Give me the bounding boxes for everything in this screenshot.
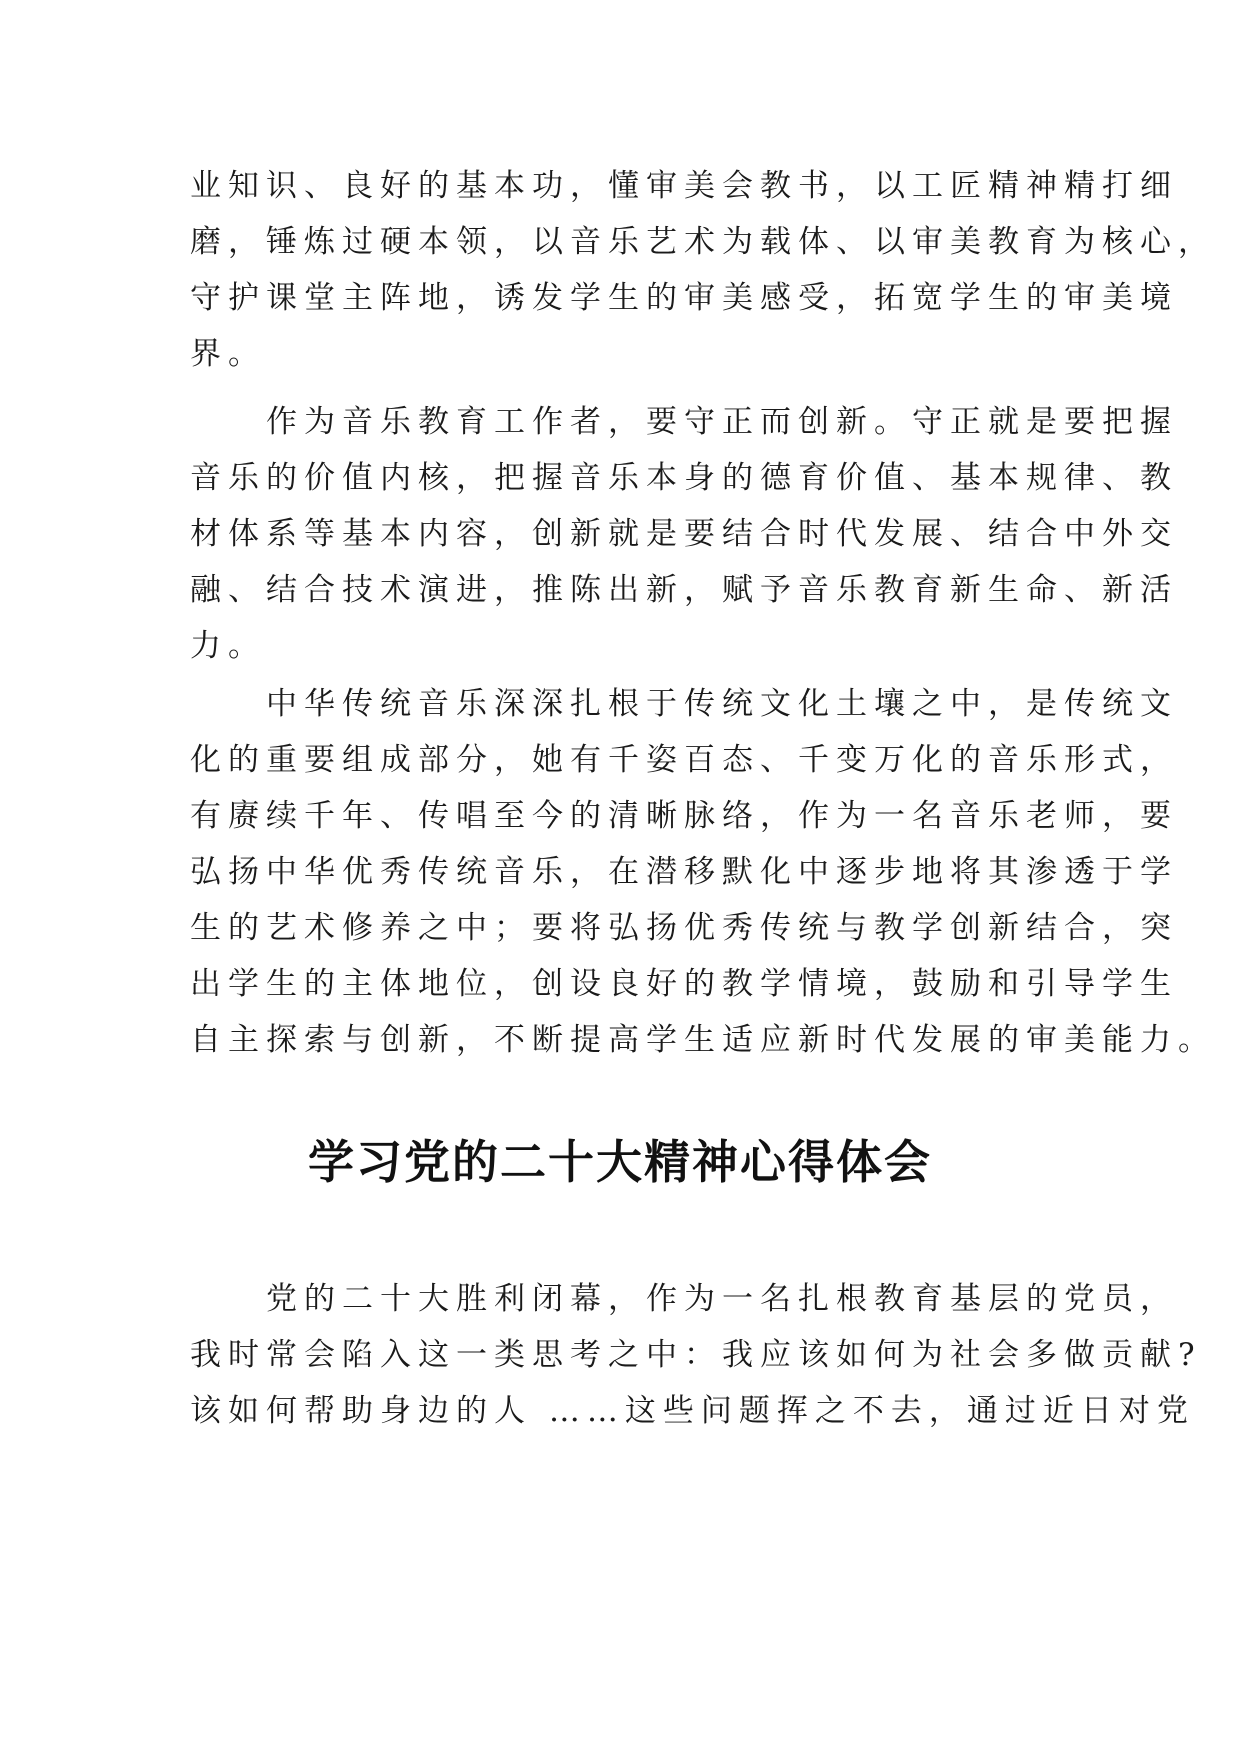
paragraph-line: 党的二十大胜利闭幕，作为一名扎根教育基层的党员， [190,1281,1178,1317]
paragraph-line: 作为音乐教育工作者，要守正而创新。守正就是要把握 [190,404,1178,440]
paragraph-line: 磨，锤炼过硬本领，以音乐艺术为载体、以审美教育为核心， [190,224,1216,260]
paragraph-line: 该如何帮助身边的人 ……这些问题挥之不去，通过近日对党 [190,1393,1195,1429]
paragraph-line: 化的重要组成部分，她有千姿百态、千变万化的音乐形式， [190,742,1178,778]
paragraph-line: 界。 [190,336,266,372]
closing-paragraph [190,1271,1202,1439]
paragraph-line: 力。 [190,628,266,664]
paragraph-2 [190,394,1178,674]
paragraph-line: 我时常会陷入这一类思考之中：我应该如何为社会多做贡献? [190,1337,1202,1373]
paragraph-line: 音乐的价值内核，把握音乐本身的德育价值、基本规律、教 [190,460,1178,496]
document-title: 学习党的二十大精神心得体会 [308,1135,932,1189]
paragraph-line: 自主探索与创新，不断提高学生适应新时代发展的审美能力。 [190,1022,1216,1058]
paragraph-line: 中华传统音乐深深扎根于传统文化土壤之中，是传统文 [190,686,1178,722]
paragraph-3 [190,676,1216,1068]
paragraph-line: 材体系等基本内容，创新就是要结合时代发展、结合中外交 [190,516,1178,552]
paragraph-line: 业知识、良好的基本功，懂审美会教书，以工匠精神精打细 [190,168,1178,204]
paragraph-line: 守护课堂主阵地，诱发学生的审美感受，拓宽学生的审美境 [190,280,1178,316]
paragraph-line: 融、结合技术演进，推陈出新，赋予音乐教育新生命、新活 [190,572,1178,608]
paragraph-line: 生的艺术修养之中；要将弘扬优秀传统与教学创新结合，突 [190,910,1178,946]
paragraph-line: 出学生的主体地位，创设良好的教学情境，鼓励和引导学生 [190,966,1178,1002]
paragraph-line: 有赓续千年、传唱至今的清晰脉络，作为一名音乐老师，要 [190,798,1178,834]
paragraph-1 [190,158,1216,382]
paragraph-line: 弘扬中华优秀传统音乐，在潜移默化中逐步地将其渗透于学 [190,854,1178,890]
